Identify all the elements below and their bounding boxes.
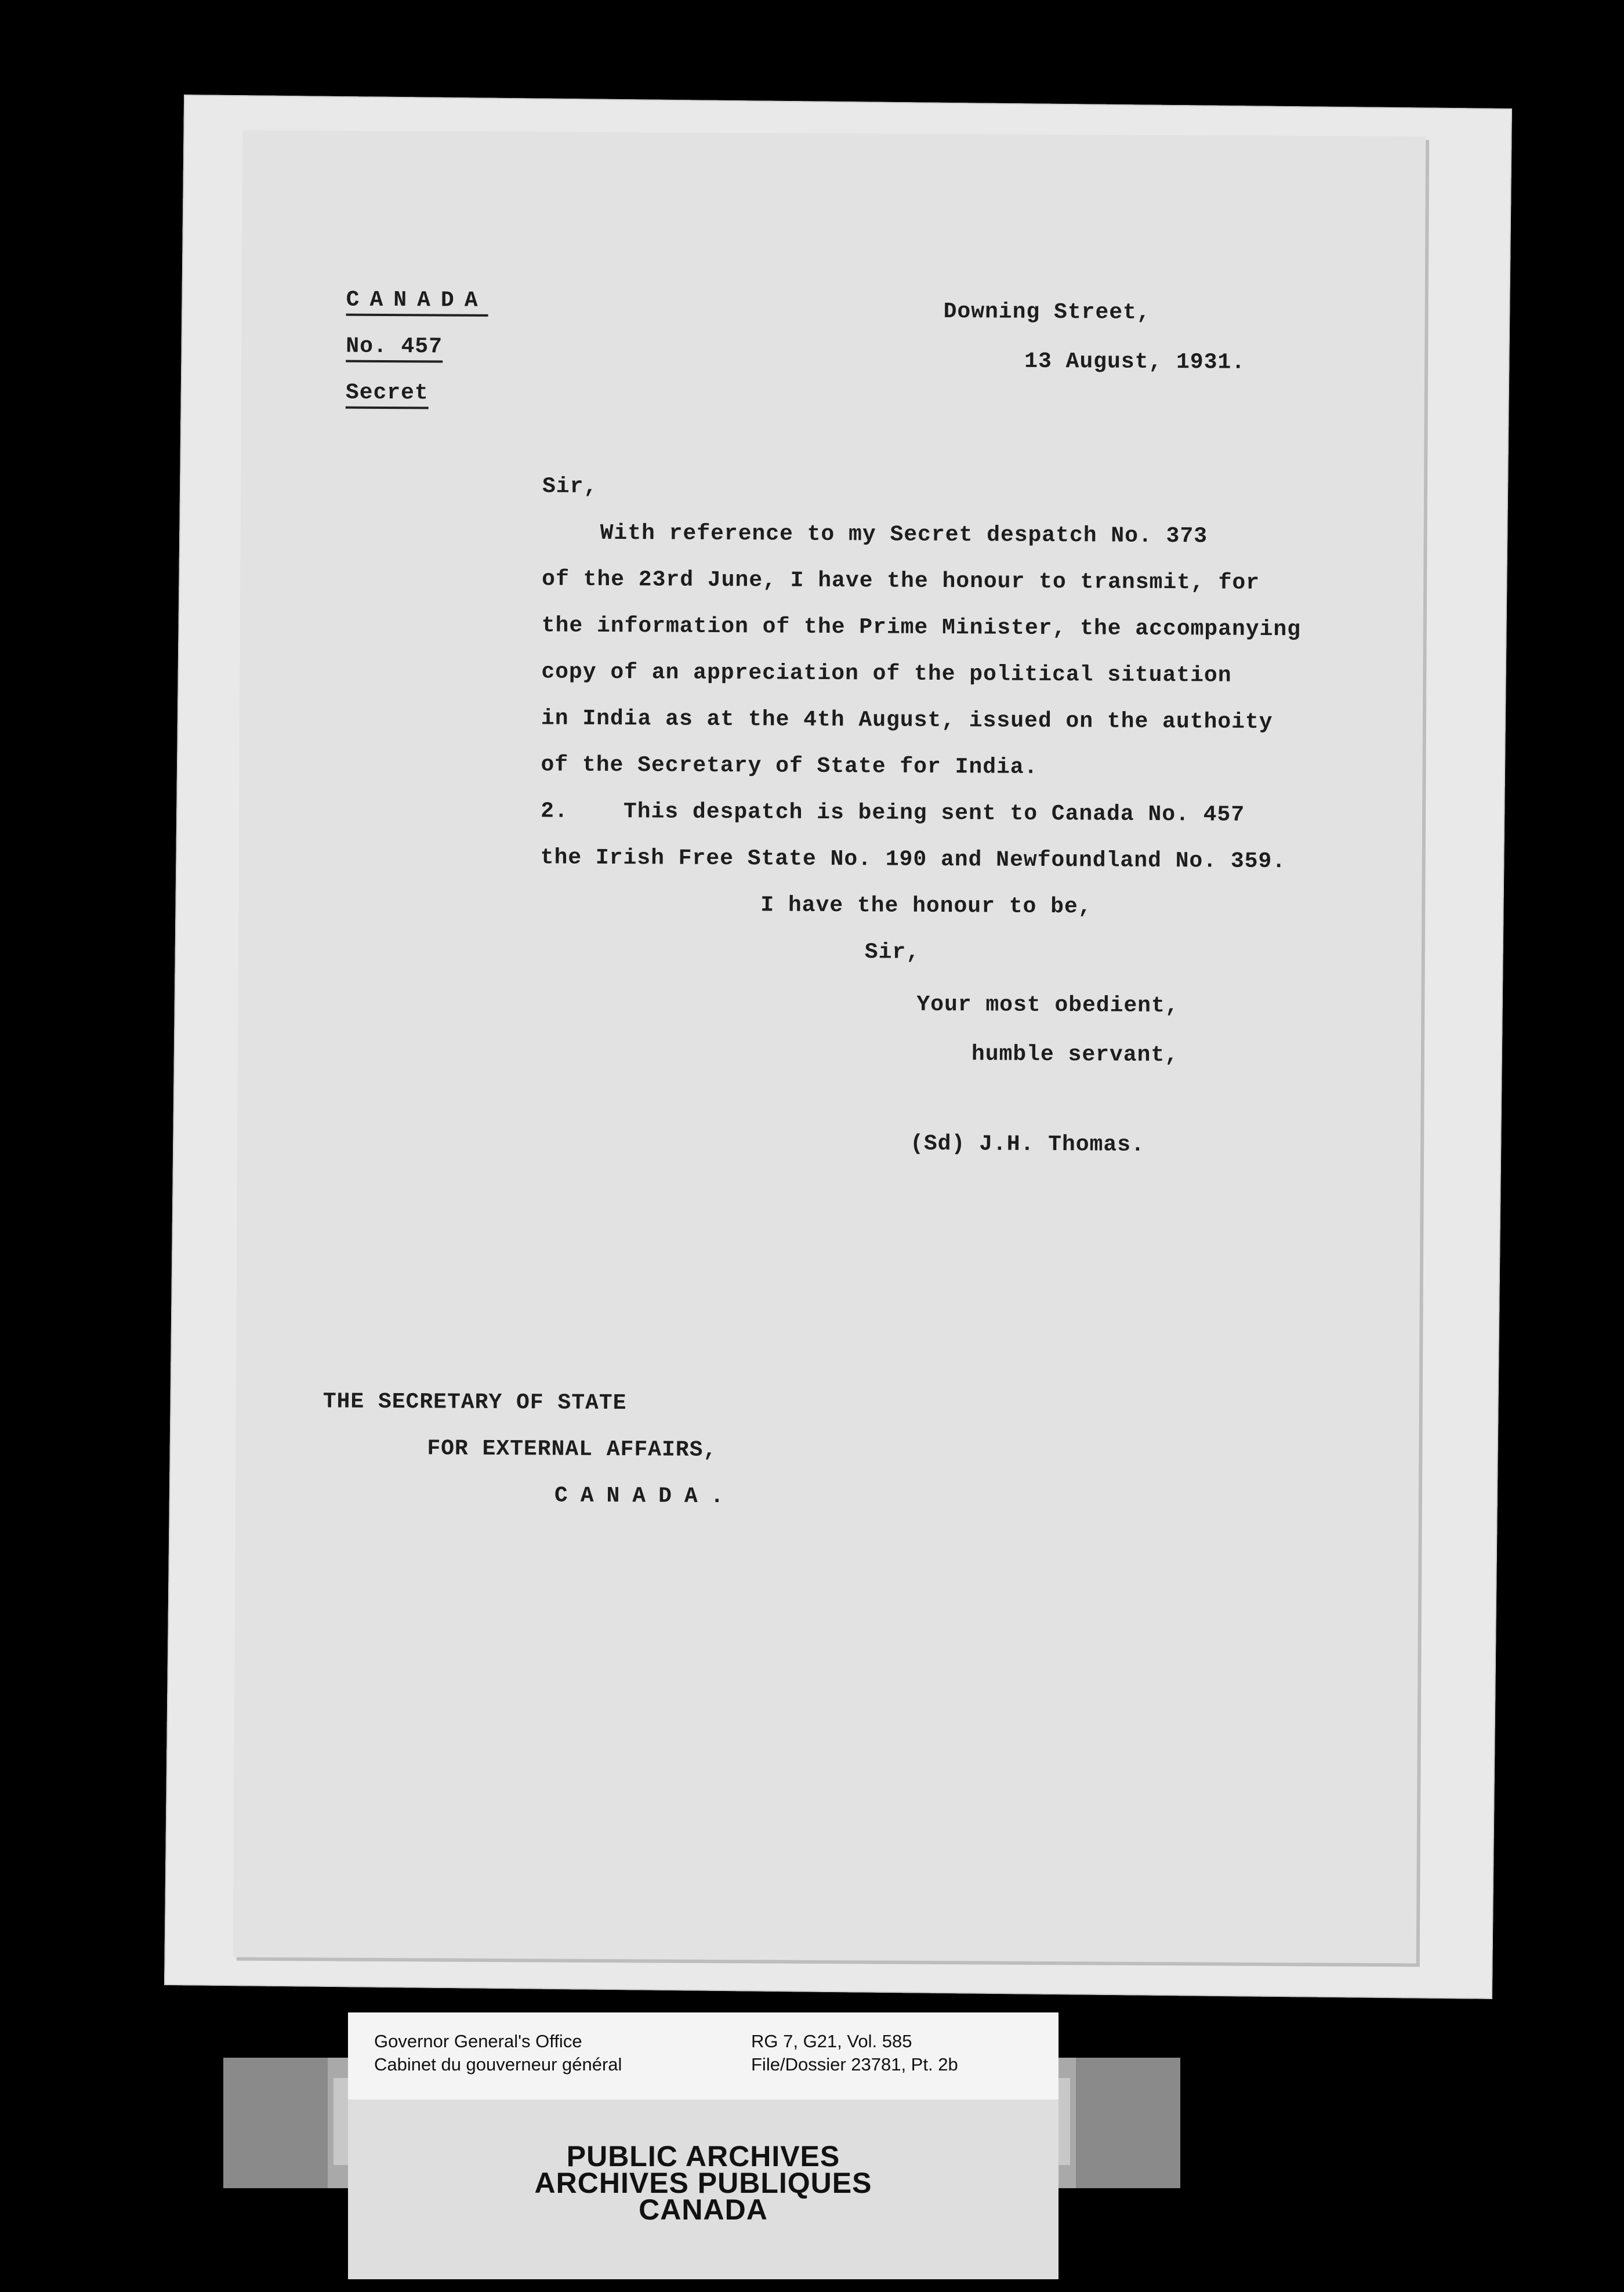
paragraph-line: the Irish Free State No. 190 and Newfoundland No. 359. (540, 845, 1286, 875)
header-address: Downing Street, (943, 299, 1151, 325)
office-english: Governor General's Office (374, 2031, 582, 2051)
label-reference (751, 2030, 958, 2076)
addressee-line: CANADA. (554, 1483, 737, 1510)
salutation: Sir, (542, 474, 598, 499)
paragraph-line: copy of an appreciation of the political situation (541, 659, 1232, 688)
header-classification: Secret (346, 380, 429, 409)
header-date: 13 August, 1931. (1024, 349, 1246, 375)
reference-file: File/Dossier 23781, Pt. 2b (751, 2054, 958, 2075)
archives-stamp-text (348, 2140, 1058, 2226)
closing-line: Your most obedient, (916, 992, 1179, 1019)
clip-end-right (1076, 2058, 1180, 2188)
paragraph-line: 2. This despatch is being sent to Canada No. 457 (541, 799, 1245, 828)
reference-group: RG 7, G21, Vol. 585 (751, 2031, 912, 2051)
letter-page (233, 130, 1426, 1964)
stamp-line-3: CANADA (639, 2193, 768, 2226)
paragraph-line: With reference to my Secret despatch No. 373 (600, 520, 1208, 549)
header-country: CANADA (346, 288, 488, 317)
stamp-line-2: ARCHIVES PUBLIQUES (534, 2167, 872, 2199)
signature: (Sd) J.H. Thomas. (910, 1131, 1145, 1158)
paragraph-line: in India as at the 4th August, issued on the authoity (541, 706, 1273, 735)
clip-end-left (223, 2058, 328, 2188)
addressee-line: FOR EXTERNAL AFFAIRS, (427, 1436, 717, 1463)
addressee-line: THE SECRETARY OF STATE (322, 1389, 627, 1416)
closing-line: I have the honour to be, (760, 893, 1092, 920)
closing-line: Sir, (864, 940, 920, 965)
paragraph-line: of the Secretary of State for India. (541, 752, 1038, 780)
stamp-line-1: PUBLIC ARCHIVES (566, 2140, 840, 2173)
closing-line: humble servant, (971, 1042, 1179, 1068)
archive-reference-label (348, 2012, 1058, 2099)
paragraph-line: the information of the Prime Minister, the accompanying (541, 613, 1302, 643)
label-office (374, 2030, 622, 2076)
office-french: Cabinet du gouverneur général (374, 2054, 622, 2075)
paragraph-line: of the 23rd June, I have the honour to transmit, for (542, 567, 1260, 596)
header-despatch-number: No. 457 (346, 334, 443, 363)
archives-stamp (348, 2099, 1058, 2279)
